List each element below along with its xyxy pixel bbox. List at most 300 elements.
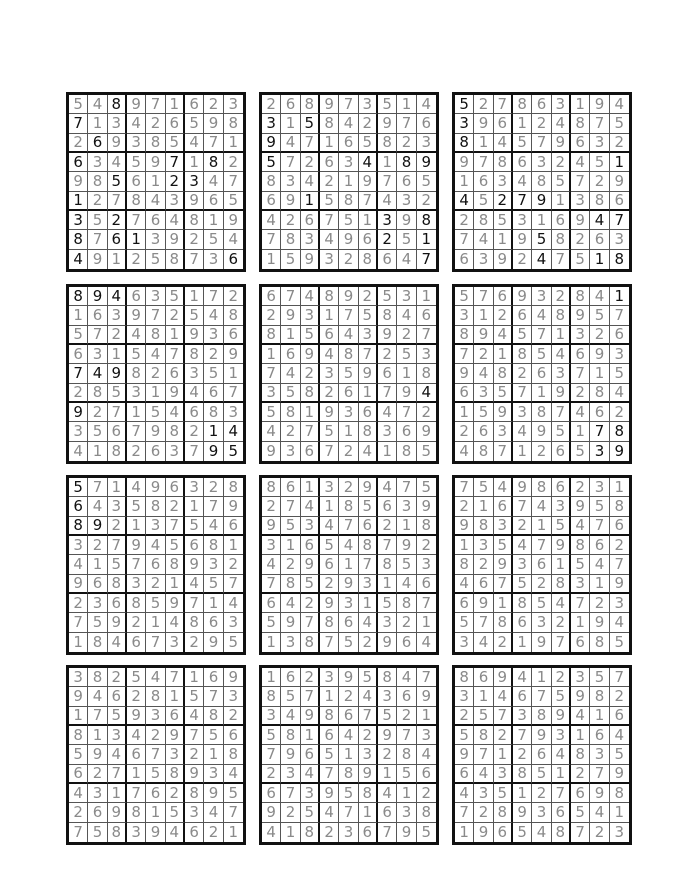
- sudoku-cell: 9: [359, 478, 378, 497]
- sudoku-cell: 9: [455, 517, 474, 536]
- sudoku-cell: 7: [88, 230, 107, 249]
- sudoku-cell: 9: [166, 726, 185, 745]
- sudoku-cell: 8: [494, 803, 513, 822]
- sudoku-cell: 8: [146, 326, 165, 345]
- sudoku-cell: 8: [320, 707, 339, 726]
- sudoku-cell: 5: [262, 613, 281, 632]
- sudoku-cell: 2: [378, 517, 397, 536]
- sudoku-cell: 3: [69, 422, 88, 441]
- sudoku-cell: 6: [513, 153, 532, 172]
- sudoku-cell: 8: [494, 153, 513, 172]
- sudoku-cell: 5: [204, 726, 223, 745]
- sudoku-cell: 9: [88, 745, 107, 764]
- sudoku-cell: 5: [146, 765, 165, 784]
- sudoku-cell: 9: [320, 95, 339, 114]
- sudoku-cell: 1: [378, 442, 397, 461]
- sudoku-cell: 8: [262, 326, 281, 345]
- sudoku-cell: 1: [185, 287, 204, 306]
- sudoku-cell: 5: [185, 306, 204, 325]
- sudoku-cell: 3: [108, 114, 127, 133]
- sudoku-cell: 5: [397, 555, 416, 574]
- sudoku-cell: 1: [301, 726, 320, 745]
- sudoku-cell: 3: [185, 478, 204, 497]
- sudoku-cell: 7: [204, 134, 223, 153]
- sudoku-cell: 5: [552, 687, 571, 706]
- sudoku-cell: 1: [166, 95, 185, 114]
- sudoku-cell: 7: [224, 384, 243, 403]
- sudoku-cell: 3: [281, 442, 300, 461]
- sudoku-cell: 2: [108, 668, 127, 687]
- sudoku-cell: 6: [108, 687, 127, 706]
- sudoku-cell: 5: [421, 822, 432, 841]
- sudoku-cell: 1: [455, 536, 474, 555]
- sudoku-cell: 6: [146, 442, 165, 461]
- sudoku-cell: 9: [146, 422, 165, 441]
- sudoku-cell: 6: [397, 687, 416, 706]
- sudoku-cell: 9: [610, 172, 629, 191]
- sudoku-cell: 1: [301, 478, 320, 497]
- sudoku-cell: 1: [494, 745, 513, 764]
- sudoku-cell: 2: [610, 134, 629, 153]
- sudoku-cell: 7: [262, 230, 281, 249]
- sudoku-cell: 9: [262, 134, 281, 153]
- sudoku-cell: 5: [513, 326, 532, 345]
- sudoku-cell: 5: [320, 422, 339, 441]
- sudoku-cell: 6: [127, 745, 146, 764]
- sudoku-cell: 5: [417, 172, 436, 191]
- sudoku-cell: 6: [417, 114, 436, 133]
- sudoku-cell: 4: [590, 287, 609, 306]
- sudoku-cell: 7: [108, 192, 127, 211]
- sudoku-cell: 5: [127, 153, 146, 172]
- sudoku-cell: 6: [474, 575, 493, 594]
- sudoku-cell: 1: [513, 784, 532, 803]
- sudoku-cell: 2: [552, 613, 571, 632]
- sudoku-cell: 4: [417, 95, 436, 114]
- sudoku-cell: 4: [532, 306, 551, 325]
- sudoku-cell: 7: [224, 172, 243, 191]
- sudoku-cell: 7: [185, 726, 204, 745]
- sudoku-cell: 7: [359, 707, 378, 726]
- sudoku-cell: 4: [494, 326, 513, 345]
- sudoku-cell: 8: [166, 250, 185, 269]
- sudoku-cell: 8: [339, 345, 358, 364]
- sudoku-cell: 9: [474, 326, 493, 345]
- sudoku-cell: 8: [610, 497, 629, 516]
- sudoku-cell: 3: [513, 211, 532, 230]
- sudoku-cell: 9: [88, 287, 107, 306]
- sudoku-cell: 7: [224, 575, 243, 594]
- sudoku-cell: 6: [532, 364, 551, 383]
- sudoku-cell: 3: [166, 442, 185, 461]
- sudoku-cell: 8: [614, 249, 625, 268]
- sudoku-cell: 1: [88, 555, 107, 574]
- sudoku-cell: 3: [146, 287, 165, 306]
- sudoku-cell: 6: [378, 803, 397, 822]
- sudoku-cell: 4: [378, 784, 397, 803]
- sudoku-cell: 2: [494, 192, 513, 211]
- sudoku-cell: 3: [590, 478, 609, 497]
- sudoku-cell: 7: [301, 134, 320, 153]
- sudoku-cell: 2: [417, 192, 436, 211]
- sudoku-cell: 1: [262, 633, 281, 652]
- sudoku-cell: 1: [532, 668, 551, 687]
- sudoku-cell: 4: [146, 536, 165, 555]
- sudoku-cell: 1: [88, 114, 107, 133]
- sudoku-cell: 6: [378, 250, 397, 269]
- sudoku-cell: 2: [397, 613, 416, 632]
- sudoku-cell: 2: [204, 478, 223, 497]
- sudoku-cell: 8: [320, 114, 339, 133]
- sudoku-cell: 6: [281, 478, 300, 497]
- sudoku-cell: 7: [281, 153, 300, 172]
- sudoku-cell: 3: [474, 536, 493, 555]
- sudoku-cell: 7: [69, 114, 88, 133]
- sudoku-cell: 6: [224, 517, 243, 536]
- sudoku-cell: 8: [339, 192, 358, 211]
- sudoku-cell: 3: [146, 517, 165, 536]
- sudoku-cell: 9: [339, 668, 358, 687]
- sudoku-cell: 5: [590, 306, 609, 325]
- sudoku-cell: 2: [474, 803, 493, 822]
- sudoku-cell: 5: [513, 823, 532, 842]
- sudoku-cell: 3: [455, 114, 474, 133]
- sudoku-grid: [455, 668, 629, 842]
- sudoku-cell: 2: [185, 745, 204, 764]
- sudoku-cell: 2: [532, 575, 551, 594]
- sudoku-cell: 2: [281, 555, 300, 574]
- sudoku-cell: 8: [320, 613, 339, 632]
- sudoku-cell: 6: [146, 555, 165, 574]
- sudoku-cell: 4: [359, 153, 378, 172]
- sudoku-cell: 6: [610, 517, 629, 536]
- sudoku-cell: 4: [513, 422, 532, 441]
- sudoku-cell: 9: [532, 633, 551, 652]
- sudoku-cell: 6: [359, 403, 378, 422]
- sudoku-cell: 5: [359, 134, 378, 153]
- sudoku-cell: 7: [455, 803, 474, 822]
- sudoku-cell: 9: [204, 442, 223, 461]
- sudoku-cell: 9: [474, 114, 493, 133]
- sudoku-cell: 8: [417, 211, 436, 230]
- sudoku-cell: 7: [146, 95, 165, 114]
- sudoku-cell: 4: [127, 326, 146, 345]
- sudoku-cell: 1: [127, 403, 146, 422]
- sudoku-cell: 6: [127, 287, 146, 306]
- sudoku-cell: 2: [378, 745, 397, 764]
- sudoku-cell: 4: [127, 478, 146, 497]
- sudoku-cell: 2: [610, 687, 629, 706]
- sudoku-cell: 9: [127, 707, 146, 726]
- sudoku-cell: 5: [590, 497, 609, 516]
- sudoku-cell: 5: [339, 633, 358, 652]
- sudoku-cell: 6: [474, 172, 493, 191]
- sudoku-cell: 1: [339, 555, 358, 574]
- sudoku-cell: 4: [590, 555, 609, 574]
- sudoku-cell: 3: [146, 230, 165, 249]
- sudoku-cell: 8: [513, 345, 532, 364]
- sudoku-cell: 8: [378, 555, 397, 574]
- sudoku-cell: 7: [494, 95, 513, 114]
- sudoku-cell: 2: [359, 726, 378, 745]
- sudoku-cell: 8: [281, 230, 300, 249]
- sudoku-puzzle: [259, 475, 439, 655]
- sudoku-cell: 8: [610, 784, 629, 803]
- sudoku-cell: 9: [397, 384, 416, 403]
- sudoku-cell: 7: [610, 668, 629, 687]
- sudoku-cell: 7: [513, 497, 532, 516]
- sudoku-cell: 5: [571, 555, 590, 574]
- sudoku-cell: 8: [378, 306, 397, 325]
- sudoku-cell: 8: [378, 668, 397, 687]
- sudoku-cell: 4: [185, 575, 204, 594]
- sudoku-cell: 9: [552, 707, 571, 726]
- sudoku-cell: 7: [108, 536, 127, 555]
- sudoku-cell: 9: [301, 707, 320, 726]
- sudoku-cell: 7: [301, 687, 320, 706]
- sudoku-cell: 3: [108, 726, 127, 745]
- sudoku-cell: 5: [359, 306, 378, 325]
- sudoku-cell: 9: [417, 153, 436, 172]
- sudoku-cell: 8: [417, 364, 436, 383]
- sudoku-cell: 6: [397, 422, 416, 441]
- sudoku-cell: 7: [166, 153, 185, 172]
- sudoku-cell: 4: [397, 575, 416, 594]
- sudoku-cell: 6: [88, 134, 107, 153]
- sudoku-cell: 5: [320, 536, 339, 555]
- sudoku-cell: 3: [590, 745, 609, 764]
- sudoku-cell: 4: [262, 422, 281, 441]
- sudoku-cell: 3: [166, 745, 185, 764]
- sudoku-cell: 3: [127, 575, 146, 594]
- sudoku-cell: 5: [204, 364, 223, 383]
- sudoku-cell: 7: [513, 384, 532, 403]
- sudoku-cell: 9: [397, 211, 416, 230]
- sudoku-cell: 7: [166, 517, 185, 536]
- sudoku-cell: 9: [185, 765, 204, 784]
- sudoku-cell: 1: [320, 497, 339, 516]
- sudoku-cell: 8: [397, 594, 416, 613]
- sudoku-cell: 2: [224, 287, 243, 306]
- sudoku-cell: 3: [552, 497, 571, 516]
- sudoku-cell: 8: [204, 403, 223, 422]
- sudoku-cell: 6: [281, 668, 300, 687]
- sudoku-cell: 3: [397, 287, 416, 306]
- sudoku-cell: 7: [185, 594, 204, 613]
- sudoku-cell: 3: [610, 594, 629, 613]
- sudoku-cell: 3: [590, 442, 609, 461]
- sudoku-cell: 8: [571, 745, 590, 764]
- sudoku-cell: 8: [339, 765, 358, 784]
- sudoku-cell: 6: [339, 613, 358, 632]
- sudoku-cell: 6: [224, 726, 243, 745]
- sudoku-cell: 3: [204, 765, 223, 784]
- sudoku-cell: 8: [185, 784, 204, 803]
- sudoku-cell: 6: [610, 192, 629, 211]
- sudoku-cell: 1: [455, 403, 474, 422]
- sudoku-cell: 2: [146, 726, 165, 745]
- sudoku-cell: 6: [494, 823, 513, 842]
- sudoku-cell: 9: [494, 403, 513, 422]
- sudoku-cell: 3: [185, 803, 204, 822]
- sudoku-cell: 3: [69, 536, 88, 555]
- sudoku-cell: 2: [301, 668, 320, 687]
- sudoku-cell: 6: [590, 230, 609, 249]
- sudoku-cell: 8: [166, 765, 185, 784]
- sudoku-cell: 3: [88, 784, 107, 803]
- sudoku-cell: 7: [320, 765, 339, 784]
- sudoku-cell: 6: [69, 153, 88, 172]
- sudoku-cell: 8: [359, 536, 378, 555]
- sudoku-cell: 7: [397, 478, 416, 497]
- sudoku-cell: 9: [474, 594, 493, 613]
- sudoku-puzzle: [66, 92, 246, 272]
- sudoku-cell: 3: [185, 172, 204, 191]
- sudoku-cell: 4: [320, 517, 339, 536]
- sudoku-cell: 8: [88, 172, 107, 191]
- sudoku-cell: 9: [146, 153, 165, 172]
- sudoku-cell: 2: [417, 784, 436, 803]
- sudoku-cell: 1: [571, 613, 590, 632]
- sudoku-cell: 1: [339, 172, 358, 191]
- sudoku-cell: 5: [421, 441, 432, 460]
- sudoku-cell: 8: [262, 687, 281, 706]
- sudoku-cell: 2: [127, 687, 146, 706]
- sudoku-cell: 3: [204, 326, 223, 345]
- sudoku-cell: 9: [417, 422, 436, 441]
- sudoku-cell: 2: [339, 442, 358, 461]
- sudoku-cell: 3: [320, 478, 339, 497]
- sudoku-cell: 3: [474, 384, 493, 403]
- sudoku-cell: 5: [69, 326, 88, 345]
- sudoku-cell: 2: [590, 326, 609, 345]
- sudoku-cell: 3: [590, 134, 609, 153]
- sudoku-cell: 6: [320, 153, 339, 172]
- sudoku-cell: 7: [69, 823, 88, 842]
- sudoku-cell: 1: [532, 517, 551, 536]
- sudoku-cell: 3: [320, 250, 339, 269]
- sudoku-cell: 1: [474, 306, 493, 325]
- sudoku-cell: 6: [224, 326, 243, 345]
- sudoku-cell: 9: [262, 442, 281, 461]
- sudoku-cell: 6: [494, 497, 513, 516]
- sudoku-cell: 9: [108, 134, 127, 153]
- sudoku-cell: 5: [590, 153, 609, 172]
- sudoku-cell: 5: [69, 745, 88, 764]
- sudoku-cell: 1: [166, 575, 185, 594]
- sudoku-cell: 5: [69, 478, 88, 497]
- sudoku-cell: 1: [532, 384, 551, 403]
- sudoku-cell: 7: [513, 726, 532, 745]
- sudoku-cell: 2: [224, 153, 243, 172]
- sudoku-cell: 2: [166, 306, 185, 325]
- sudoku-cell: 5: [88, 613, 107, 632]
- sudoku-cell: 1: [552, 326, 571, 345]
- sudoku-cell: 7: [359, 555, 378, 574]
- sudoku-cell: 4: [571, 403, 590, 422]
- sudoku-cell: 7: [127, 784, 146, 803]
- sudoku-cell: 6: [417, 765, 436, 784]
- sudoku-cell: 5: [513, 134, 532, 153]
- sudoku-cell: 5: [513, 575, 532, 594]
- sudoku-cell: 2: [513, 745, 532, 764]
- sudoku-cell: 1: [127, 517, 146, 536]
- sudoku-cell: 7: [590, 517, 609, 536]
- sudoku-cell: 9: [69, 575, 88, 594]
- sudoku-cell: 5: [474, 707, 493, 726]
- sudoku-cell: 8: [108, 95, 127, 114]
- sudoku-cell: 3: [552, 364, 571, 383]
- sudoku-cell: 6: [166, 114, 185, 133]
- sudoku-cell: 8: [571, 536, 590, 555]
- sudoku-cell: 8: [359, 784, 378, 803]
- sudoku-cell: 1: [224, 364, 243, 383]
- sudoku-cell: 4: [69, 555, 88, 574]
- sudoku-cell: 1: [610, 287, 629, 306]
- sudoku-cell: 4: [552, 345, 571, 364]
- sudoku-cell: 9: [69, 403, 88, 422]
- sudoku-cell: 1: [494, 594, 513, 613]
- sudoku-cell: 1: [108, 250, 127, 269]
- sudoku-cell: 8: [69, 230, 88, 249]
- sudoku-cell: 9: [262, 803, 281, 822]
- sudoku-cell: 2: [301, 153, 320, 172]
- sudoku-cell: 9: [513, 478, 532, 497]
- sudoku-cell: 4: [166, 823, 185, 842]
- sudoku-cell: 9: [88, 517, 107, 536]
- sudoku-cell: 1: [590, 364, 609, 383]
- sudoku-cell: 4: [474, 633, 493, 652]
- sudoku-cell: 8: [224, 478, 243, 497]
- sudoku-cell: 5: [146, 594, 165, 613]
- sudoku-cell: 5: [378, 95, 397, 114]
- sudoku-cell: 7: [281, 784, 300, 803]
- sudoku-cell: 7: [571, 172, 590, 191]
- sudoku-cell: 3: [417, 134, 436, 153]
- sudoku-cell: 7: [552, 784, 571, 803]
- sudoku-cell: 8: [262, 172, 281, 191]
- sudoku-cell: 9: [224, 668, 243, 687]
- sudoku-cell: 8: [571, 287, 590, 306]
- sudoku-cell: 5: [552, 422, 571, 441]
- sudoku-cell: 4: [146, 345, 165, 364]
- sudoku-grid: [455, 287, 629, 461]
- sudoku-cell: 5: [494, 784, 513, 803]
- sudoku-cell: 3: [320, 364, 339, 383]
- sudoku-cell: 7: [474, 613, 493, 632]
- sudoku-cell: 8: [590, 687, 609, 706]
- sudoku-cell: 2: [69, 384, 88, 403]
- sudoku-cell: 8: [417, 803, 436, 822]
- sudoku-cell: 5: [108, 707, 127, 726]
- sudoku-cell: 2: [204, 823, 223, 842]
- sudoku-cell: 5: [185, 687, 204, 706]
- sudoku-cell: 3: [339, 403, 358, 422]
- sudoku-cell: 7: [204, 497, 223, 516]
- sudoku-cell: 8: [224, 306, 243, 325]
- sudoku-cell: 5: [262, 153, 281, 172]
- sudoku-cell: 2: [88, 403, 107, 422]
- sudoku-cell: 7: [513, 192, 532, 211]
- sudoku-puzzle: [452, 665, 632, 845]
- sudoku-cell: 9: [571, 687, 590, 706]
- sudoku-cell: 1: [474, 687, 493, 706]
- sudoku-cell: 5: [228, 441, 239, 460]
- sudoku-cell: 9: [455, 745, 474, 764]
- sudoku-cell: 4: [421, 632, 432, 651]
- sudoku-cell: 6: [88, 803, 107, 822]
- sudoku-cell: 9: [590, 345, 609, 364]
